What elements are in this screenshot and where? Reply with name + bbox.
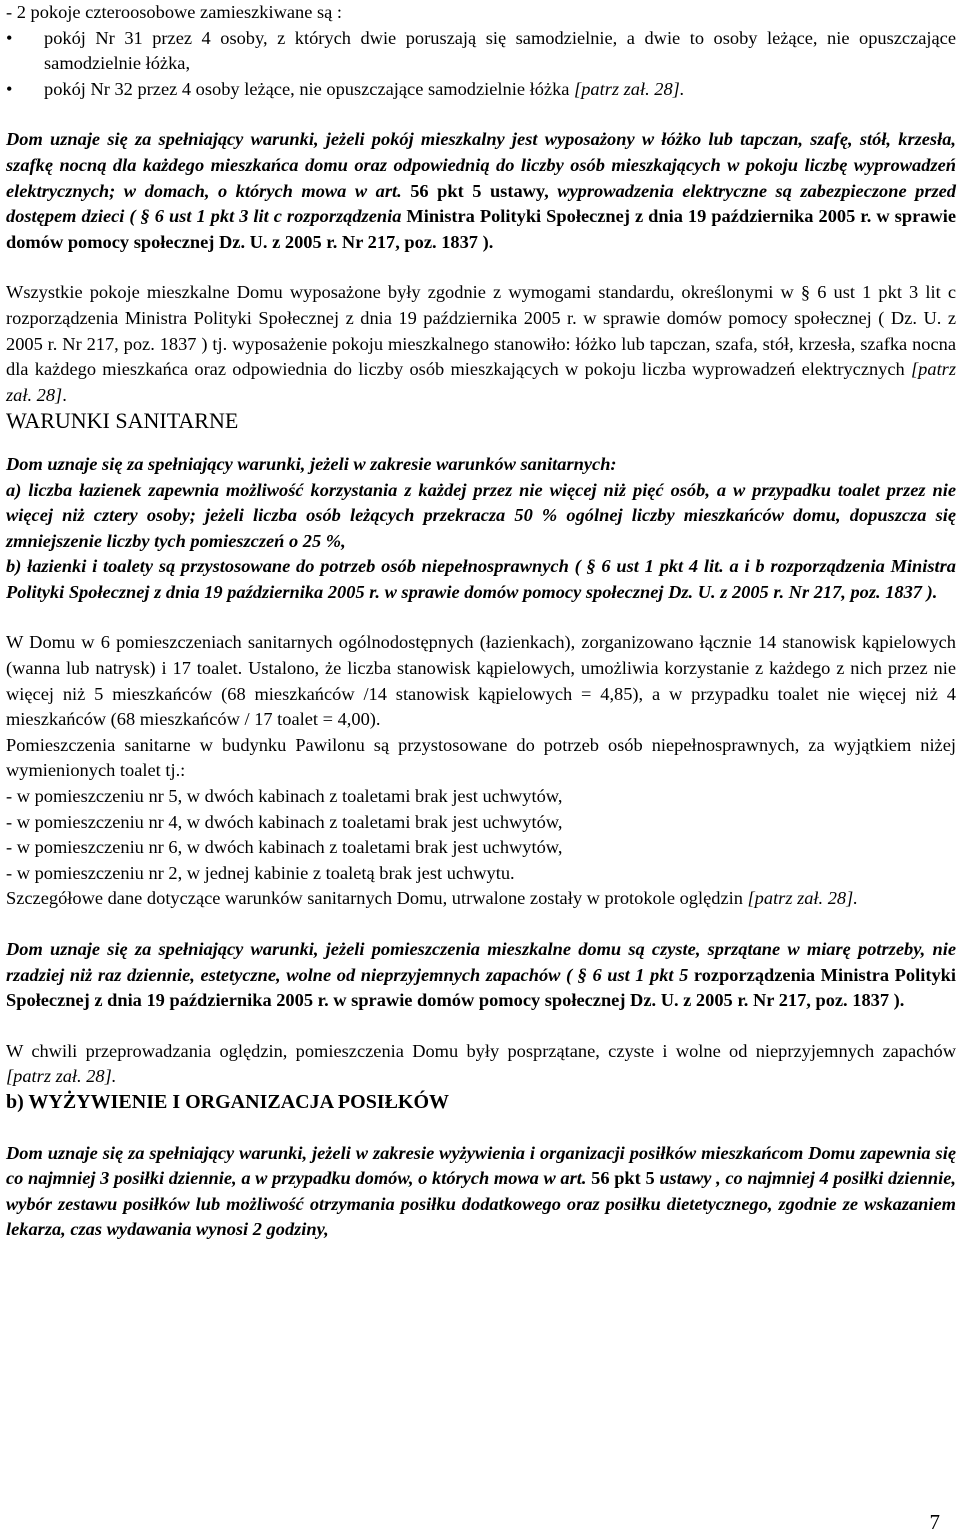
- room-list: [6, 26, 956, 103]
- sanitary-findings: [6, 630, 956, 912]
- page-number: 7: [929, 1510, 940, 1534]
- food-text: Dom uznaje się za spełniający warunki, jeżeli w zakresie wyżywienia i organizacji posiłków mieszkańcom Domu zapewnia się co najmniej 3 posiłki dziennie, a w przypadku domów, o których mowa w art.: [6, 1142, 956, 1189]
- sanitary-point-a: a) liczba łazienek zapewnia możliwość korzystania z każdej przez nie więcej niż pięć osób, a w przypadku toalet przez nie więcej niż cztery osoby; jeżeli liczba osób leżących przekracza 50 % ogólnej liczby mieszkańców domu, dopuszcza się zmniejszenie liczby tych pomieszczeń o 25 %,: [6, 479, 956, 551]
- toilet-exception-item: - w pomieszczeniu nr 2, w jednej kabinie z toaletą brak jest uchwytu.: [6, 862, 515, 883]
- sanitary-point-b: b) łazienki i toalety są przystosowane do potrzeb osób niepełnosprawnych ( § 6 ust 1 pkt 4 lit. a i b rozporządzenia Ministra Polityki Społecznej z dnia 19 października 2005 r. w sprawie domów pomocy społecznej Dz. U. z 2005 r. Nr 217, poz. 1837 ).: [6, 556, 956, 602]
- food-text-2: ustawy , co najmniej 4 posiłki dziennie, wybór zestawu posiłków lub możliwość otrzymania posiłku dodatkowego oraz posiłku dietetycznego, zgodnie ze wskazaniem lekarza, czas wydawania wynosi 2 godziny,: [6, 1168, 957, 1240]
- regulation-citation: rozporządzenia Ministra Polityki Społecznej z dnia 19 października 2005 r. w sprawie domów pomocy społecznej Dz. U. z 2005 r. Nr 217, poz. 1837 ).: [6, 964, 956, 1011]
- sanitary-findings-paragraph-3: [6, 886, 956, 912]
- findings-text: Wszystkie pokoje mieszkalne Domu wyposażone były zgodnie z wymogami standardu, określonymi w § 6 ust 1 pkt 3 lit c rozporządzenia Ministra Polityki Społecznej z dnia 19 października 2005 r. w sprawie domów pomocy społecznej ( Dz. U. z 2005 r. Nr 217, poz. 1837 ) tj. wyposażenie pokoju mieszkalnego stanowiło: łóżko lub tapczan, szafa, stół, krzesła, szafka nocna dla każdego mieszkańca oraz odpowiednia do liczby osób mieszkających w pokoju liczba wyprowadzeń elektrycznych: [6, 282, 956, 380]
- sanitary-findings-paragraph-2: Pomieszczenia sanitarne w budynku Pawilonu są przystosowane do potrzeb osób niepełnosprawnych, za wyjątkiem niżej wymienionych toalet tj.:: [6, 734, 956, 781]
- cleanliness-findings: [6, 1039, 956, 1090]
- list-item: [6, 26, 956, 77]
- bullet-icon: •: [6, 78, 13, 99]
- bullet-icon: •: [6, 27, 13, 48]
- requirement-article: 56 pkt 5 ustawy,: [401, 180, 558, 201]
- food-article: 56 pkt 5: [586, 1168, 660, 1189]
- section-heading-food: b) WYŻYWIENIE I ORGANIZACJA POSIŁKÓW: [6, 1090, 450, 1113]
- regulation-citation: Ministra Polityki Społecznej z dnia 19 października 2005 r. w sprawie domów pomocy społecznej Dz. U. z 2005 r. Nr 217, poz. 1837 ).: [6, 206, 956, 252]
- requirement-text: Dom uznaje się za spełniający warunki, jeżeli pokój mieszkalny jest wyposażony w łóżko lub tapczan, szafę, stół, krzesła, szafkę nocną dla każdego mieszkańca domu oraz odpowiednią do liczby osób mieszkających w pokoju liczbę wyprowadzeń elektrycznych; w domach, o których mowa w art.: [6, 129, 956, 201]
- cleanliness-text: Dom uznaje się za spełniający warunki, jeżeli pomieszczenia mieszkalne domu są czyste, sprzątane w miarę potrzeby, nie rzadziej niż raz dziennie, estetyczne, wolne od nieprzyjemnych zapachów ( § 6 ust 1 pkt 5: [6, 939, 956, 985]
- toilet-exception-item: - w pomieszczeniu nr 6, w dwóch kabinach z toaletami brak jest uchwytów,: [6, 837, 563, 858]
- sanitary-requirements: [6, 452, 956, 606]
- list-item-text: pokój Nr 32 przez 4 osoby leżące, nie opuszczające samodzielnie łóżka: [44, 78, 575, 99]
- attachment-reference: [patrz zał. 28].: [747, 888, 858, 909]
- sanitary-intro: Dom uznaje się za spełniający warunki, jeżeli w zakresie warunków sanitarnych:: [6, 453, 617, 474]
- intro-line: - 2 pokoje czteroosobowe zamieszkiwane są :: [6, 2, 343, 22]
- room-findings-paragraph: [6, 280, 956, 408]
- attachment-reference: [patrz zał. 28].: [6, 1066, 117, 1087]
- attachment-reference: [patrz zał. 28].: [574, 78, 685, 99]
- findings-end: .: [62, 384, 67, 405]
- cleanliness-requirements: [6, 937, 956, 1014]
- sanitary-findings-paragraph-1: W Domu w 6 pomieszczeniach sanitarnych ogólnodostępnych (łazienkach), zorganizowano łącznie 14 stanowisk kąpielowych (wanna lub natrysk) i 17 toalet. Ustalono, że liczba stanowisk kąpielowych, umożliwia korzystanie z każdego z nich przez nie więcej niż 5 mieszkańców (68 mieszkańców /14 stanowisk kąpielowych = 4,85), a w przypadku toalet nie więcej niż 4 mieszkańców (68 mieszkańców / 17 toalet = 4,00).: [6, 632, 956, 730]
- section-heading-sanitary: WARUNKI SANITARNE: [6, 408, 239, 434]
- protocol-text: Szczegółowe dane dotyczące warunków sanitarnych Domu, utrwalone zostały w protokole oględzin: [6, 888, 748, 909]
- toilet-exception-item: - w pomieszczeniu nr 5, w dwóch kabinach z toaletami brak jest uchwytów,: [6, 786, 563, 807]
- list-item-text: pokój Nr 31 przez 4 osoby, z których dwie poruszają się samodzielnie, a dwie to osoby leżące, nie opuszczające samodzielnie łóżka,: [44, 27, 956, 74]
- attachment-reference: [patrz zał. 28]: [6, 359, 956, 405]
- toilet-exception-item: - w pomieszczeniu nr 4, w dwóch kabinach z toaletami brak jest uchwytów,: [6, 811, 563, 832]
- room-requirements-paragraph: [6, 127, 956, 255]
- food-requirements: [6, 1141, 956, 1243]
- list-item: [6, 77, 956, 103]
- requirement-text-2: wyprowadzenia elektryczne są zabezpieczone przed dostępem dzieci ( § 6 ust 1 pkt 3 lit c rozporządzenia: [6, 180, 956, 227]
- document-body: [6, 0, 956, 1243]
- cleanliness-findings-text: W chwili przeprowadzania oględzin, pomieszczenia Domu były posprzątane, czyste i wolne od nieprzyjemnych zapachów: [6, 1040, 956, 1061]
